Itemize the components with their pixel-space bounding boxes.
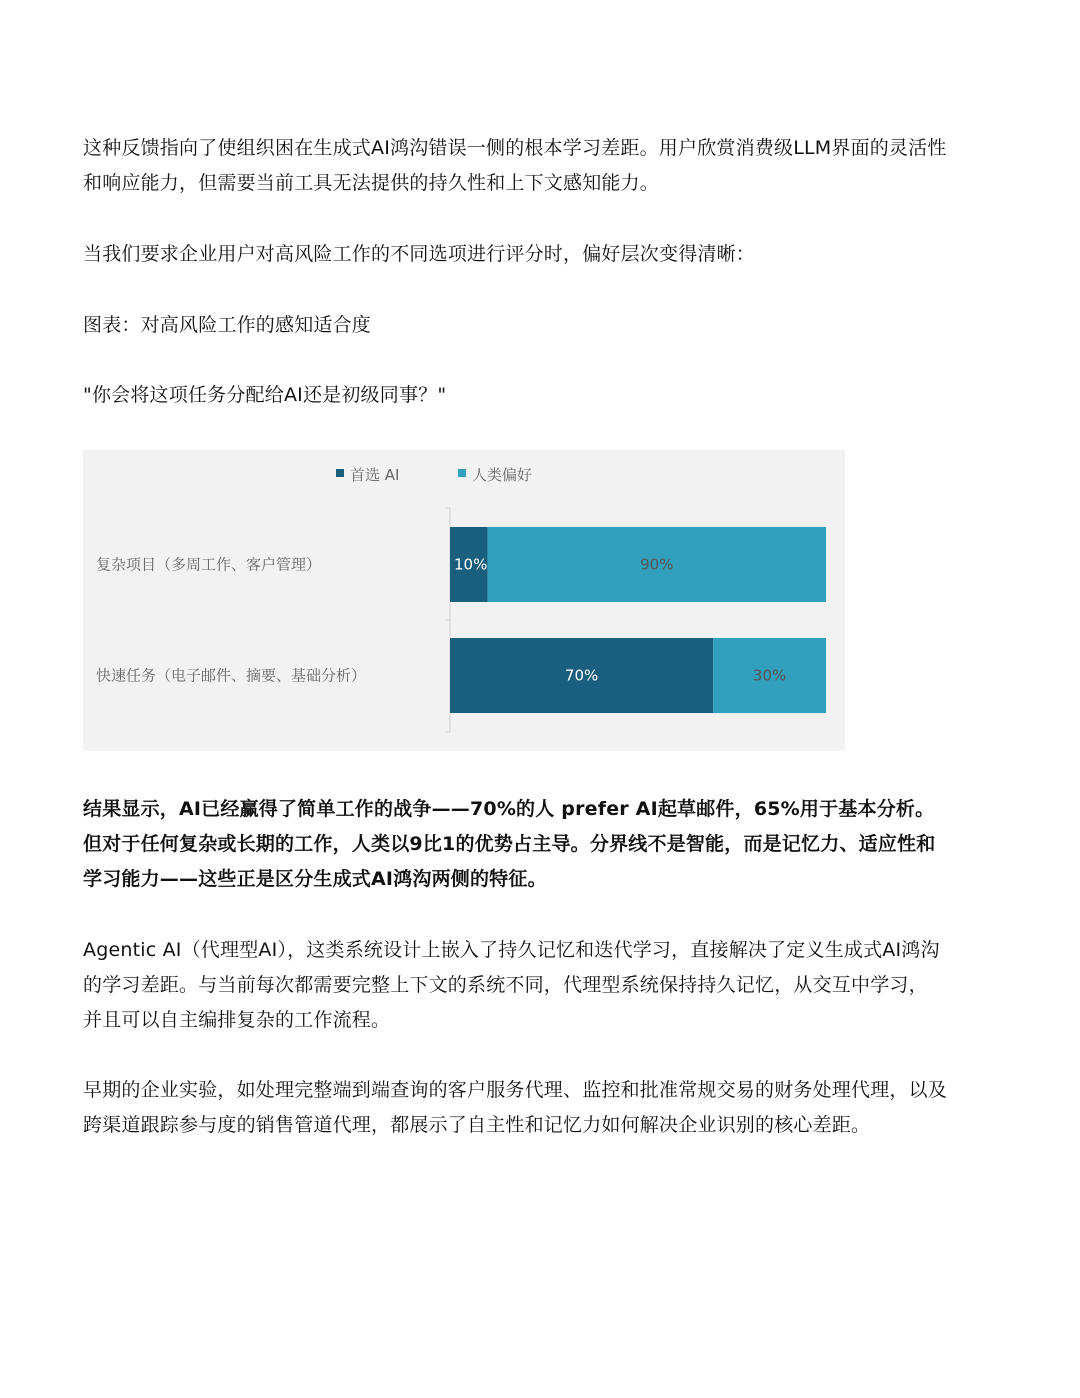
chart-question: "你会将这项任务分配给AI还是初级同事？" [83, 384, 447, 406]
chart-caption: 图表：对高风险工作的感知适合度 [83, 314, 372, 336]
results-paragraph: 结果显示，AI已经赢得了简单工作的战争——70%的人 prefer AI起草邮件，65%用于基本分析。但对于任何复杂或长期的工作，人类以9比1的优势占主导。分界线不是智能，而是记忆力、适应性和学习能力——这些正是区分生成式AI鸿沟两侧的特征。 [83, 798, 936, 890]
intro-paragraph: 这种反馈指向了使组织困在生成式AI鸿沟错误一侧的根本学习差距。用户欣赏消费级LLM界面的灵活性和响应能力，但需要当前工具无法提供的持久性和上下文感知能力。 [83, 137, 947, 194]
enterprise-experiments-paragraph: 早期的企业实验，如处理完整端到端查询的客户服务代理、监控和批准常规交易的财务处理代理，以及跨渠道跟踪参与度的销售管道代理，都展示了自主性和记忆力如何解决企业识别的核心差距。 [83, 1079, 948, 1136]
legend-swatch-0 [336, 469, 344, 477]
legend-label-1: 人类偏好 [472, 466, 533, 484]
rating-paragraph: 当我们要求企业用户对高风险工作的不同选项进行评分时，偏好层次变得清晰： [83, 243, 756, 265]
preference-chart-svg [83, 450, 845, 751]
agentic-ai-paragraph: Agentic AI（代理型AI），这类系统设计上嵌入了持久记忆和迭代学习，直接解决了定义生成式AI鸿沟的学习差距。与当前每次都需要完整上下文的系统不同，代理型系统保持持久记忆，从交互中学习，并且可以自主编排复杂的工作流程。 [83, 939, 940, 1031]
data-label-1-1: 30% [752, 666, 787, 685]
data-label-0-0: 10% [454, 555, 488, 574]
data-label-0-1: 90% [640, 555, 674, 574]
data-label-1-0: 70% [564, 666, 599, 685]
legend-swatch-1 [458, 469, 466, 477]
legend-label-0: 首选 AI [350, 466, 400, 484]
preference-chart [83, 450, 845, 751]
category-label-0: 复杂项目（多周工作、客户管理） [96, 555, 322, 574]
category-label-1: 快速任务（电子邮件、摘要、基础分析） [96, 666, 367, 685]
